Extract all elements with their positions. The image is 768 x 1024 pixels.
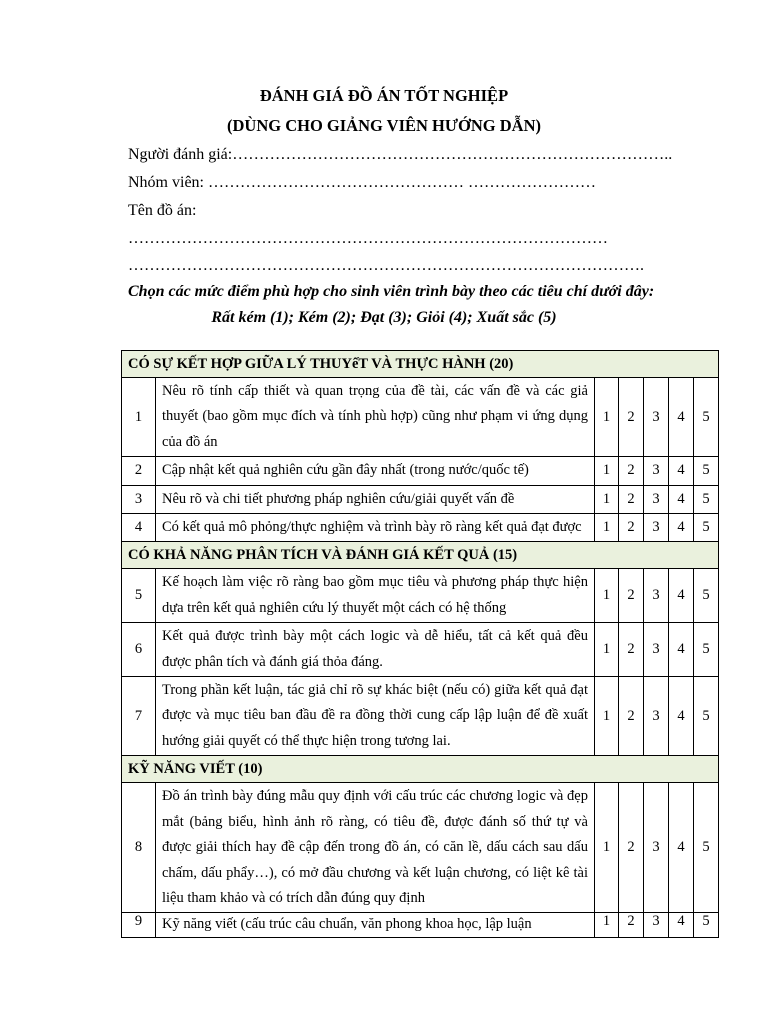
- criterion-row: [122, 457, 719, 485]
- criterion-number: 6: [122, 623, 156, 677]
- document-subtitle: (DÙNG CHO GIẢNG VIÊN HƯỚNG DẪN): [227, 116, 541, 135]
- score-option-5[interactable]: 5: [694, 913, 719, 938]
- score-option-4[interactable]: 4: [669, 783, 694, 913]
- score-option-5[interactable]: 5: [694, 623, 719, 677]
- criterion-description: Đồ án trình bày đúng mẫu quy định với cấu trúc các chương logic và đẹp mắt (bảng biểu, hình ảnh rõ ràng, có tiêu đề, được đánh số thứ tự và được giải thích hay đề cập đến trong đồ án, có căn lề, dấu cách sau dấu chấm, dấu phẩy…), có mở đầu chương và kết luận chương, có liệt kê tài liệu tham khảo và có trích dẫn đúng quy định: [156, 783, 595, 913]
- score-option-2[interactable]: 2: [619, 677, 644, 756]
- section-header-row: [122, 542, 719, 569]
- criterion-description: Kết quả được trình bày một cách logic và dễ hiểu, tất cả kết quả đều được phân tích và đánh giá thỏa đáng.: [156, 623, 595, 677]
- score-option-1[interactable]: 1: [595, 378, 619, 457]
- score-option-2[interactable]: 2: [619, 457, 644, 485]
- score-option-3[interactable]: 3: [644, 913, 669, 938]
- score-option-3[interactable]: 3: [644, 457, 669, 485]
- section-title: CÓ SỰ KẾT HỢP GIỮA LÝ THUYếT VÀ THỰC HÀNH (20): [122, 351, 719, 378]
- criterion-description: Nêu rõ và chi tiết phương pháp nghiên cứu/giải quyết vấn đề: [156, 485, 595, 513]
- score-option-4[interactable]: 4: [669, 514, 694, 542]
- score-option-2[interactable]: 2: [619, 569, 644, 623]
- criterion-row: [122, 677, 719, 756]
- score-option-1[interactable]: 1: [595, 783, 619, 913]
- score-option-5[interactable]: 5: [694, 569, 719, 623]
- criterion-row: [122, 623, 719, 677]
- score-option-5[interactable]: 5: [694, 677, 719, 756]
- score-option-5[interactable]: 5: [694, 783, 719, 913]
- score-option-2[interactable]: 2: [619, 378, 644, 457]
- score-option-3[interactable]: 3: [644, 514, 669, 542]
- score-option-2[interactable]: 2: [619, 623, 644, 677]
- score-option-2[interactable]: 2: [619, 485, 644, 513]
- score-option-3[interactable]: 3: [644, 485, 669, 513]
- criterion-description: Có kết quả mô phỏng/thực nghiệm và trình bày rõ ràng kết quả đạt được: [156, 514, 595, 542]
- score-option-3[interactable]: 3: [644, 378, 669, 457]
- criterion-description: Cập nhật kết quả nghiên cứu gần đây nhất (trong nước/quốc tế): [156, 457, 595, 485]
- score-option-4[interactable]: 4: [669, 485, 694, 513]
- score-scale-legend: Rất kém (1); Kém (2); Đạt (3); Giỏi (4); Xuất sắc (5): [211, 309, 557, 326]
- score-option-4[interactable]: 4: [669, 913, 694, 938]
- score-option-1[interactable]: 1: [595, 623, 619, 677]
- score-option-2[interactable]: 2: [619, 783, 644, 913]
- criterion-description: Kỹ năng viết (cấu trúc câu chuẩn, văn phong khoa học, lập luận: [156, 913, 595, 938]
- criterion-number: 5: [122, 569, 156, 623]
- score-option-2[interactable]: 2: [619, 514, 644, 542]
- score-option-5[interactable]: 5: [694, 378, 719, 457]
- score-option-1[interactable]: 1: [595, 913, 619, 938]
- criterion-number: 2: [122, 457, 156, 485]
- criterion-row: [122, 913, 719, 938]
- document-title: ĐÁNH GIÁ ĐỒ ÁN TỐT NGHIỆP: [259, 86, 509, 105]
- score-option-5[interactable]: 5: [694, 514, 719, 542]
- criterion-row: [122, 569, 719, 623]
- criterion-row: [122, 783, 719, 913]
- project-name-dotline-1: ………………………………………………………………………………: [128, 230, 608, 247]
- section-title: KỸ NĂNG VIẾT (10): [122, 756, 719, 783]
- criterion-number: 9: [122, 913, 156, 938]
- score-option-5[interactable]: 5: [694, 457, 719, 485]
- criterion-number: 4: [122, 514, 156, 542]
- score-option-1[interactable]: 1: [595, 514, 619, 542]
- score-option-1[interactable]: 1: [595, 457, 619, 485]
- student-group-field: Nhóm viên: ………………………………………… ……………………: [128, 174, 596, 191]
- section-header-row: [122, 756, 719, 783]
- criterion-description: Nêu rõ tính cấp thiết và quan trọng của đề tài, các vấn đề và các giả thuyết (bao gồm mục đích và tính phù hợp) cũng như phạm vi ứng dụng của đồ án: [156, 378, 595, 457]
- criterion-number: 1: [122, 378, 156, 457]
- score-option-4[interactable]: 4: [669, 457, 694, 485]
- instruction-text: Chọn các mức điểm phù hợp cho sinh viên trình bày theo các tiêu chí dưới đây:: [128, 283, 655, 300]
- criterion-row: [122, 485, 719, 513]
- project-name-dotline-2: …………………………………………………………………………………….: [128, 257, 644, 274]
- score-option-1[interactable]: 1: [595, 677, 619, 756]
- score-option-4[interactable]: 4: [669, 569, 694, 623]
- score-option-4[interactable]: 4: [669, 677, 694, 756]
- score-option-3[interactable]: 3: [644, 569, 669, 623]
- score-option-5[interactable]: 5: [694, 485, 719, 513]
- score-option-1[interactable]: 1: [595, 485, 619, 513]
- score-option-4[interactable]: 4: [669, 623, 694, 677]
- criterion-number: 3: [122, 485, 156, 513]
- section-title: CÓ KHẢ NĂNG PHÂN TÍCH VÀ ĐÁNH GIÁ KẾT QUẢ (15): [122, 542, 719, 569]
- score-option-4[interactable]: 4: [669, 378, 694, 457]
- score-option-3[interactable]: 3: [644, 623, 669, 677]
- score-option-2[interactable]: 2: [619, 913, 644, 938]
- score-option-3[interactable]: 3: [644, 677, 669, 756]
- score-option-1[interactable]: 1: [595, 569, 619, 623]
- criterion-number: 7: [122, 677, 156, 756]
- evaluator-field: Người đánh giá:………………………………………………………………………..: [128, 146, 673, 163]
- criterion-row: [122, 514, 719, 542]
- criteria-table: [121, 350, 719, 938]
- project-name-field: Tên đồ án:: [128, 202, 197, 219]
- section-header-row: [122, 351, 719, 378]
- criterion-row: [122, 378, 719, 457]
- criterion-description: Trong phần kết luận, tác giả chỉ rõ sự khác biệt (nếu có) giữa kết quả đạt được và mục tiêu ban đầu đề ra đồng thời cung cấp lập luận để đề xuất hướng giải quyết có thể thực hiện trong tương lai.: [156, 677, 595, 756]
- score-option-3[interactable]: 3: [644, 783, 669, 913]
- criterion-number: 8: [122, 783, 156, 913]
- criterion-description: Kế hoạch làm việc rõ ràng bao gồm mục tiêu và phương pháp thực hiện dựa trên kết quả nghiên cứu lý thuyết một cách có hệ thống: [156, 569, 595, 623]
